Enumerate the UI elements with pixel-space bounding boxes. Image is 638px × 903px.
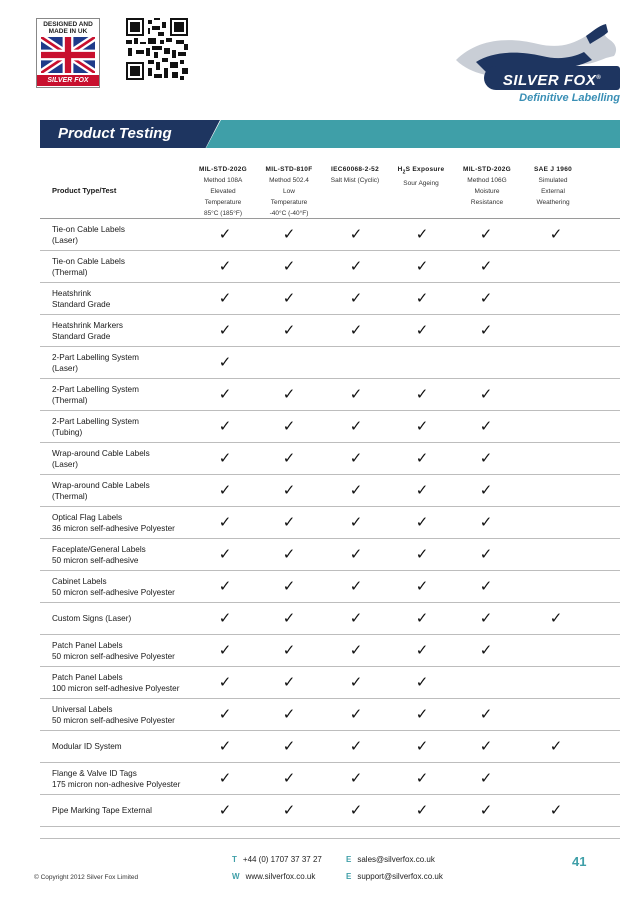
column-header-name: IEC60068-2-52 xyxy=(331,166,379,173)
check-icon: ✓ xyxy=(479,705,493,723)
column-header-detail: Resistance xyxy=(470,199,504,206)
product-name: Tie-on Cable Labels (Thermal) xyxy=(52,256,125,277)
page-number: 41 xyxy=(572,854,587,869)
check-icon: ✓ xyxy=(415,769,429,787)
badge-text: DESIGNED AND MADE IN UK xyxy=(43,21,93,35)
column-header-detail: Simulated xyxy=(538,177,568,184)
check-icon: ✓ xyxy=(349,705,363,723)
check-icon: ✓ xyxy=(282,609,296,627)
check-icon: ✓ xyxy=(218,577,232,595)
product-name: Patch Panel Labels 50 micron self-adhesive Polyester xyxy=(52,640,175,661)
check-icon: ✓ xyxy=(349,545,363,563)
table-row xyxy=(40,795,620,827)
check-icon: ✓ xyxy=(415,289,429,307)
column-header-detail: 85°C (185°F) xyxy=(203,210,243,217)
check-icon: ✓ xyxy=(349,737,363,755)
product-name: Faceplate/General Labels 50 micron self-adhesive xyxy=(52,544,146,565)
page-title: Product Testing xyxy=(58,125,172,142)
check-icon: ✓ xyxy=(282,737,296,755)
check-icon: ✓ xyxy=(479,577,493,595)
table-row xyxy=(40,539,620,571)
check-icon: ✓ xyxy=(282,705,296,723)
designed-in-uk-badge xyxy=(36,18,100,88)
check-icon: ✓ xyxy=(415,577,429,595)
table-row xyxy=(40,251,620,283)
check-icon: ✓ xyxy=(479,385,493,403)
check-icon: ✓ xyxy=(479,641,493,659)
check-icon: ✓ xyxy=(218,321,232,339)
product-name: Heatshrink Markers Standard Grade xyxy=(52,320,123,341)
column-header-detail: Weathering xyxy=(536,199,570,206)
table-row xyxy=(40,603,620,635)
check-icon: ✓ xyxy=(415,513,429,531)
union-jack-icon xyxy=(41,37,95,73)
check-icon: ✓ xyxy=(479,513,493,531)
check-icon: ✓ xyxy=(415,449,429,467)
check-icon: ✓ xyxy=(282,577,296,595)
check-icon: ✓ xyxy=(218,705,232,723)
check-icon: ✓ xyxy=(218,673,232,691)
table-row xyxy=(40,315,620,347)
check-icon: ✓ xyxy=(415,225,429,243)
table-row xyxy=(40,283,620,315)
check-icon: ✓ xyxy=(549,801,563,819)
check-icon: ✓ xyxy=(549,225,563,243)
product-name: Universal Labels 50 micron self-adhesive Polyester xyxy=(52,704,175,725)
check-icon: ✓ xyxy=(349,385,363,403)
check-icon: ✓ xyxy=(349,513,363,531)
table-row xyxy=(40,763,620,795)
check-icon: ✓ xyxy=(479,257,493,275)
check-icon: ✓ xyxy=(479,289,493,307)
footer-telephone: T +44 (0) 1707 37 37 27 xyxy=(232,855,322,864)
product-name: 2-Part Labelling System (Tubing) xyxy=(52,416,139,437)
product-type-header: Product Type/Test xyxy=(52,186,117,195)
column-header-detail: External xyxy=(541,188,565,195)
footer-support-email[interactable]: E support@silverfox.co.uk xyxy=(346,872,443,881)
product-name: 2-Part Labelling System (Thermal) xyxy=(52,384,139,405)
column-header-name: SAE J 1960 xyxy=(533,166,573,173)
product-name: Custom Signs (Laser) xyxy=(52,614,132,623)
check-icon: ✓ xyxy=(479,737,493,755)
table-row xyxy=(40,507,620,539)
column-header-detail: Moisture xyxy=(474,188,500,195)
check-icon: ✓ xyxy=(349,609,363,627)
check-icon: ✓ xyxy=(282,225,296,243)
check-icon: ✓ xyxy=(282,257,296,275)
column-header-name: MIL-STD-202G xyxy=(462,166,512,173)
column-header-detail: Method 502.4 xyxy=(269,177,309,184)
column-header xyxy=(454,164,520,208)
check-icon: ✓ xyxy=(349,801,363,819)
product-name: 2-Part Labelling System (Laser) xyxy=(52,352,139,373)
check-icon: ✓ xyxy=(415,673,429,691)
check-icon: ✓ xyxy=(479,225,493,243)
product-name: Heatshrink Standard Grade xyxy=(52,288,111,309)
badge-brand: SILVER FOX xyxy=(37,75,99,86)
column-header-name: MIL-STD-810F xyxy=(265,166,313,173)
check-icon: ✓ xyxy=(282,545,296,563)
column-header xyxy=(190,164,256,219)
column-header-detail: Temperature xyxy=(270,199,308,206)
check-icon: ✓ xyxy=(549,737,563,755)
table-row xyxy=(40,379,620,411)
column-header-detail: Salt Mist (Cyclic) xyxy=(330,177,380,184)
check-icon: ✓ xyxy=(218,737,232,755)
column-header xyxy=(322,164,388,186)
check-icon: ✓ xyxy=(218,641,232,659)
check-icon: ✓ xyxy=(479,481,493,499)
table-row xyxy=(40,635,620,667)
check-icon: ✓ xyxy=(415,481,429,499)
check-icon: ✓ xyxy=(415,609,429,627)
check-icon: ✓ xyxy=(479,801,493,819)
check-icon: ✓ xyxy=(218,225,232,243)
check-icon: ✓ xyxy=(349,417,363,435)
check-icon: ✓ xyxy=(349,673,363,691)
product-name: Wrap-around Cable Labels (Thermal) xyxy=(52,480,150,501)
check-icon: ✓ xyxy=(549,609,563,627)
column-header xyxy=(388,164,454,189)
column-header-detail: Method 108A xyxy=(203,177,243,184)
table-header xyxy=(40,158,620,219)
check-icon: ✓ xyxy=(415,545,429,563)
product-testing-table xyxy=(40,158,620,827)
table-row xyxy=(40,571,620,603)
footer-divider xyxy=(40,838,620,839)
check-icon: ✓ xyxy=(349,289,363,307)
logo-tagline: Definitive Labelling xyxy=(519,92,620,104)
check-icon: ✓ xyxy=(282,385,296,403)
column-header-detail: Low xyxy=(283,188,295,195)
column-header xyxy=(520,164,586,208)
table-row xyxy=(40,731,620,763)
column-header-detail: Temperature xyxy=(204,199,242,206)
logo-wordmark: SILVER FOX® xyxy=(484,66,620,90)
check-icon: ✓ xyxy=(349,481,363,499)
check-icon: ✓ xyxy=(282,417,296,435)
table-row xyxy=(40,475,620,507)
check-icon: ✓ xyxy=(218,449,232,467)
check-icon: ✓ xyxy=(415,321,429,339)
table-row xyxy=(40,699,620,731)
product-name: Patch Panel Labels 100 micron self-adhesive Polyester xyxy=(52,672,180,693)
product-name: Modular ID System xyxy=(52,742,122,751)
check-icon: ✓ xyxy=(218,481,232,499)
check-icon: ✓ xyxy=(218,257,232,275)
footer-sales-email[interactable]: E sales@silverfox.co.uk xyxy=(346,855,435,864)
check-icon: ✓ xyxy=(218,353,232,371)
check-icon: ✓ xyxy=(349,449,363,467)
check-icon: ✓ xyxy=(282,641,296,659)
check-icon: ✓ xyxy=(349,641,363,659)
column-header-name: MIL-STD-202G xyxy=(198,166,248,173)
table-row xyxy=(40,219,620,251)
check-icon: ✓ xyxy=(479,417,493,435)
table-row xyxy=(40,411,620,443)
check-icon: ✓ xyxy=(282,673,296,691)
check-icon: ✓ xyxy=(349,769,363,787)
product-name: Tie-on Cable Labels (Laser) xyxy=(52,224,125,245)
table-row xyxy=(40,667,620,699)
check-icon: ✓ xyxy=(218,417,232,435)
check-icon: ✓ xyxy=(479,449,493,467)
check-icon: ✓ xyxy=(218,801,232,819)
table-row xyxy=(40,347,620,379)
check-icon: ✓ xyxy=(282,769,296,787)
check-icon: ✓ xyxy=(282,289,296,307)
check-icon: ✓ xyxy=(479,769,493,787)
column-header-detail: Method 106G xyxy=(467,177,507,184)
check-icon: ✓ xyxy=(415,257,429,275)
check-icon: ✓ xyxy=(218,609,232,627)
check-icon: ✓ xyxy=(415,641,429,659)
check-icon: ✓ xyxy=(415,801,429,819)
check-icon: ✓ xyxy=(282,481,296,499)
product-name: Optical Flag Labels 36 micron self-adhesive Polyester xyxy=(52,512,175,533)
check-icon: ✓ xyxy=(415,417,429,435)
check-icon: ✓ xyxy=(282,321,296,339)
table-row xyxy=(40,443,620,475)
check-icon: ✓ xyxy=(218,385,232,403)
product-name: Wrap-around Cable Labels (Laser) xyxy=(52,448,150,469)
footer-website[interactable]: W www.silverfox.co.uk xyxy=(232,872,316,881)
column-header-detail: -40°C (-40°F) xyxy=(269,210,309,217)
section-banner xyxy=(40,120,620,148)
column-header-name: $H_2S$ Exposure xyxy=(397,166,445,176)
check-icon: ✓ xyxy=(349,257,363,275)
qr-code-icon xyxy=(126,18,188,80)
product-name: Flange & Valve ID Tags 175 micron non-adhesive Polyester xyxy=(52,768,181,789)
check-icon: ✓ xyxy=(282,801,296,819)
check-icon: ✓ xyxy=(349,321,363,339)
check-icon: ✓ xyxy=(349,577,363,595)
copyright-text: © Copyright 2012 Silver Fox Limited xyxy=(34,874,139,881)
check-icon: ✓ xyxy=(415,737,429,755)
column-header-detail: Elevated xyxy=(210,188,236,195)
check-icon: ✓ xyxy=(218,769,232,787)
check-icon: ✓ xyxy=(479,321,493,339)
product-name: Cabinet Labels 50 micron self-adhesive Polyester xyxy=(52,576,175,597)
check-icon: ✓ xyxy=(282,513,296,531)
check-icon: ✓ xyxy=(349,225,363,243)
column-header xyxy=(256,164,322,219)
check-icon: ✓ xyxy=(479,609,493,627)
product-name: Pipe Marking Tape External xyxy=(52,806,152,815)
check-icon: ✓ xyxy=(479,545,493,563)
column-header-detail: Sour Ageing xyxy=(403,180,439,188)
check-icon: ✓ xyxy=(218,545,232,563)
check-icon: ✓ xyxy=(415,705,429,723)
check-icon: ✓ xyxy=(282,449,296,467)
check-icon: ✓ xyxy=(415,385,429,403)
check-icon: ✓ xyxy=(218,513,232,531)
check-icon: ✓ xyxy=(218,289,232,307)
